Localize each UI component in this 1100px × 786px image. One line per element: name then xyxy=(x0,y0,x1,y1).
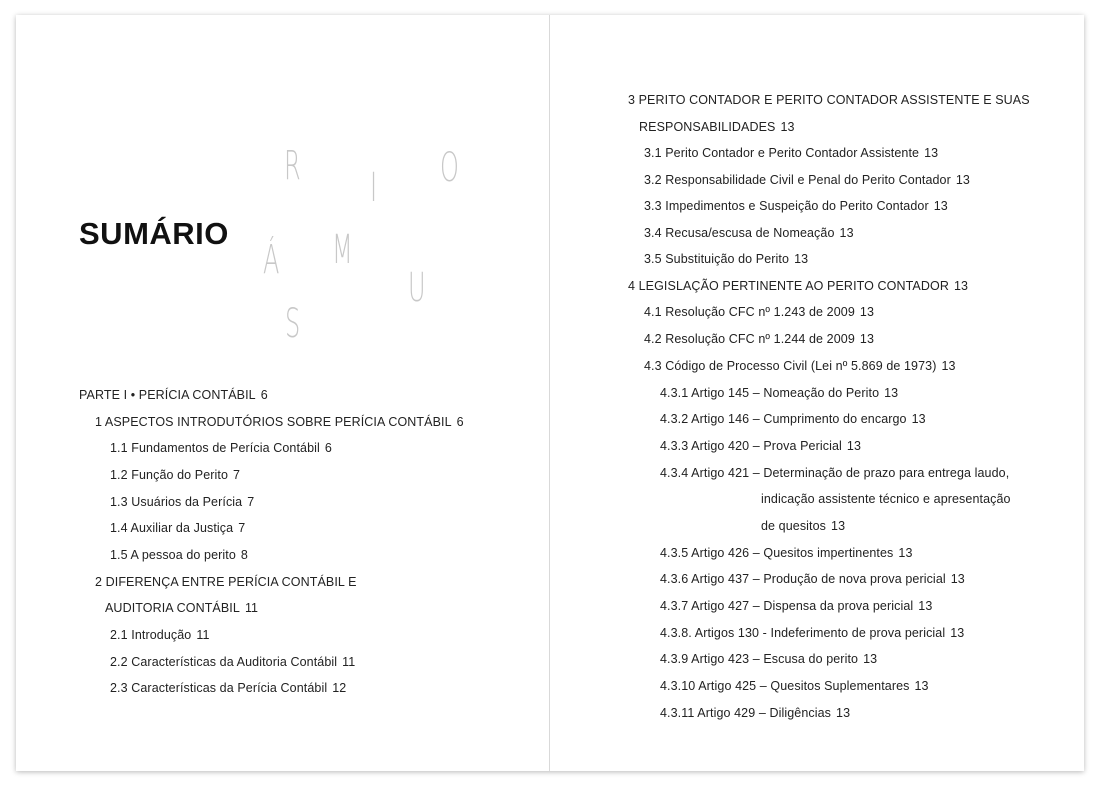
toc-entry[interactable]: 3.2 Responsabilidade Civil e Penal do Perito Contador 13 xyxy=(644,173,970,187)
toc-entry[interactable]: 4.2 Resolução CFC nº 1.244 de 2009 13 xyxy=(644,332,874,346)
deco-letter: M xyxy=(332,227,353,273)
toc-entry[interactable]: RESPONSABILIDADES 13 xyxy=(639,120,795,134)
toc-entry[interactable]: 2.1 Introdução 11 xyxy=(110,628,210,642)
toc-entry[interactable]: 4 LEGISLAÇÃO PERTINENTE AO PERITO CONTADOR 13 xyxy=(628,279,969,293)
toc-entry[interactable]: 4.3.3 Artigo 420 – Prova Pericial 13 xyxy=(660,439,861,453)
toc-entry[interactable]: 3.1 Perito Contador e Perito Contador Assistente 13 xyxy=(644,146,939,160)
toc-entry[interactable]: 4.3.10 Artigo 425 – Quesitos Suplementares 13 xyxy=(660,679,929,693)
toc-entry[interactable]: 4.1 Resolução CFC nº 1.243 de 2009 13 xyxy=(644,305,874,319)
toc-entry[interactable]: 4.3 Código de Processo Civil (Lei nº 5.869 de 1973) 13 xyxy=(644,359,956,373)
toc-entry[interactable]: 4.3.8. Artigos 130 - Indeferimento de prova pericial 13 xyxy=(660,626,965,640)
toc-entry[interactable]: 1.3 Usuários da Perícia 7 xyxy=(110,495,255,509)
page-gutter xyxy=(549,15,550,771)
toc-entry[interactable]: 4.3.6 Artigo 437 – Produção de nova prova pericial 13 xyxy=(660,572,965,586)
toc-entry[interactable]: 2.3 Características da Perícia Contábil 12 xyxy=(110,681,347,695)
toc-entry[interactable]: 4.3.2 Artigo 146 – Cumprimento do encargo 13 xyxy=(660,412,926,426)
toc-entry[interactable]: 3.3 Impedimentos e Suspeição do Perito Contador 13 xyxy=(644,199,948,213)
toc-entry[interactable]: 4.3.11 Artigo 429 – Diligências 13 xyxy=(660,706,851,720)
toc-entry[interactable]: 4.3.5 Artigo 426 – Quesitos impertinentes 13 xyxy=(660,546,913,560)
toc-entry[interactable]: 2 DIFERENÇA ENTRE PERÍCIA CONTÁBIL E xyxy=(95,575,357,589)
page-title: SUMÁRIO xyxy=(79,216,229,251)
toc-entry[interactable]: AUDITORIA CONTÁBIL 11 xyxy=(105,601,259,615)
toc-entry[interactable]: 1 ASPECTOS INTRODUTÓRIOS SOBRE PERÍCIA CONTÁBIL 6 xyxy=(95,415,464,429)
toc-entry[interactable]: 1.5 A pessoa do perito 8 xyxy=(110,548,248,562)
deco-letter: S xyxy=(285,301,301,347)
toc-entry[interactable]: 1.2 Função do Perito 7 xyxy=(110,468,241,482)
toc-entry[interactable]: 4.3.9 Artigo 423 – Escusa do perito 13 xyxy=(660,652,878,666)
toc-entry[interactable]: 4.3.7 Artigo 427 – Dispensa da prova pericial 13 xyxy=(660,599,933,613)
toc-entry[interactable]: PARTE I • PERÍCIA CONTÁBIL 6 xyxy=(79,388,268,402)
toc-entry[interactable]: indicação assistente técnico e apresentação xyxy=(761,492,1011,506)
toc-entry[interactable]: 1.1 Fundamentos de Perícia Contábil 6 xyxy=(110,441,332,455)
toc-entry[interactable]: 1.4 Auxiliar da Justiça 7 xyxy=(110,521,246,535)
deco-letter: R xyxy=(284,143,301,189)
deco-letter: U xyxy=(408,265,426,311)
toc-entry[interactable]: 4.3.1 Artigo 145 – Nomeação do Perito 13 xyxy=(660,386,899,400)
deco-letter: Á xyxy=(263,237,280,283)
toc-entry[interactable]: 4.3.4 Artigo 421 – Determinação de prazo para entrega laudo, xyxy=(660,466,1010,480)
deco-letter: I xyxy=(370,165,378,211)
toc-entry[interactable]: 3 PERITO CONTADOR E PERITO CONTADOR ASSISTENTE E SUAS xyxy=(628,93,1030,107)
toc-entry[interactable]: de quesitos 13 xyxy=(761,519,846,533)
toc-entry[interactable]: 3.5 Substituição do Perito 13 xyxy=(644,252,809,266)
toc-entry[interactable]: 3.4 Recusa/escusa de Nomeação 13 xyxy=(644,226,854,240)
toc-entry[interactable]: 2.2 Características da Auditoria Contábil 11 xyxy=(110,655,356,669)
deco-letter: O xyxy=(440,145,459,191)
